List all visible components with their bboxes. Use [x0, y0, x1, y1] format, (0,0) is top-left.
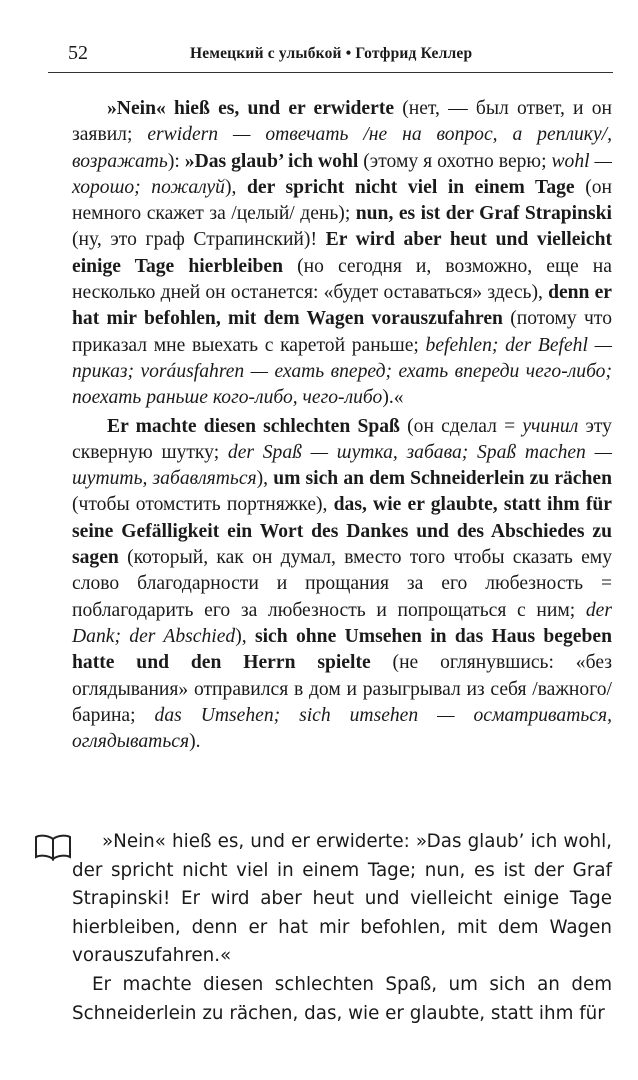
- vocab-note: wohl — хорошо; пожалуй: [72, 150, 612, 198]
- german-phrase: »Das glaub’ ich wohl: [184, 150, 359, 172]
- running-header: [48, 40, 613, 73]
- translation-text: ),: [235, 625, 255, 647]
- translation-text: ).«: [382, 387, 404, 409]
- translation-text: ).: [189, 731, 201, 753]
- page-number: 52: [68, 42, 88, 64]
- vocab-note: der Spaß — шутка, забава; Spaß machen — шутить, забавляться: [72, 441, 612, 490]
- german-phrase: nun, es ist der Graf Strapinski: [355, 203, 612, 225]
- translation-text: (который, как он думал, вместо того чтобы сказать ему слово благодарности и прощания за его любезность = поблагодарить его за любезность и попрощаться с ним;: [72, 547, 612, 621]
- translation-text: (ну, это граф Страпинский)!: [72, 229, 326, 251]
- german-phrase: Er wird aber heut und vielleicht einige Tage hierbleiben: [72, 229, 612, 277]
- translation-text: (чтобы отомстить портняжке),: [72, 494, 334, 516]
- german-phrase: »Nein« hieß es, und er erwiderte: [107, 98, 395, 119]
- vocab-note: erwidern — отвечать /не на вопрос, а реплику/, возражать: [72, 124, 612, 172]
- vocab-note: das Umsehen; sich umsehen — осматриваться, оглядываться: [72, 704, 612, 753]
- translation-text: эту скверную шутку;: [72, 415, 612, 463]
- original-paragraph-2: Er machte diesen schlechten Spaß, um sich an dem Schneiderlein zu rächen, das, wie er glaubte, statt ihm für: [72, 973, 612, 1024]
- original-paragraph-1: »Nein« hieß es, und er erwiderte: »Das glaub’ ich wohl, der spricht nicht viel in einem Tage; nun, es ist der Graf Strapinski! Er wird aber heut und vielleicht einige Tage hierbleiben, denn er hat mir befohlen, mit dem Wagen vorauszufahren.«: [72, 831, 612, 967]
- open-book-icon: [34, 833, 72, 861]
- translation-text: ):: [167, 150, 185, 172]
- translation-text: (но сегодня и, возможно, еще на несколько дней он останется: «будет оставаться» здесь),: [72, 255, 612, 304]
- translation-text: (этому я охотно верю;: [358, 150, 552, 172]
- annotated-paragraph-1: [72, 96, 612, 412]
- vocab-note: учинил: [522, 415, 579, 437]
- german-phrase: denn er hat mir befohlen, mit dem Wagen vorauszufahren: [72, 282, 612, 330]
- running-title: Немецкий с улыбкой • Готфрид Келлер: [190, 45, 473, 62]
- german-phrase: das, wie er glaubte, statt ihm für seine Gefälligkeit ein Wort des Dankes und des Abschiedes zu sagen: [72, 494, 612, 569]
- german-phrase: sich ohne Umsehen in das Haus begeben hatte und den Herrn spielte: [72, 625, 612, 674]
- translation-text: (не оглянувшись: «без оглядывания» отправился в дом и разыгрывал из себя /важного/ барина;: [72, 652, 612, 726]
- german-phrase: um sich an dem Schneiderlein zu rächen: [273, 468, 612, 490]
- annotated-paragraph-2: [72, 414, 612, 756]
- translation-text: (он сделал =: [399, 415, 523, 437]
- translation-text: (нет, — был ответ, и он заявил;: [72, 98, 612, 146]
- original-text-block: [72, 828, 612, 1028]
- vocab-note: befehlen; der Befehl — приказ; voráusfahren — ехать вперед; ехать впереди чего-либо; поехать раньше кого-либо, чего-либо: [72, 334, 612, 409]
- translation-text: (он немного скажет за /целый/ день);: [72, 176, 612, 225]
- vocab-note: der Dank; der Abschied: [72, 599, 612, 647]
- translation-text: ),: [224, 176, 247, 198]
- german-phrase: Er machte diesen schlechten Spaß: [107, 415, 400, 437]
- translation-text: (потому что приказал мне выехать с каретой раньше;: [72, 308, 612, 356]
- annotated-text-block: [72, 96, 612, 755]
- german-phrase: der spricht nicht viel in einem Tage: [246, 176, 575, 198]
- translation-text: ),: [256, 468, 274, 490]
